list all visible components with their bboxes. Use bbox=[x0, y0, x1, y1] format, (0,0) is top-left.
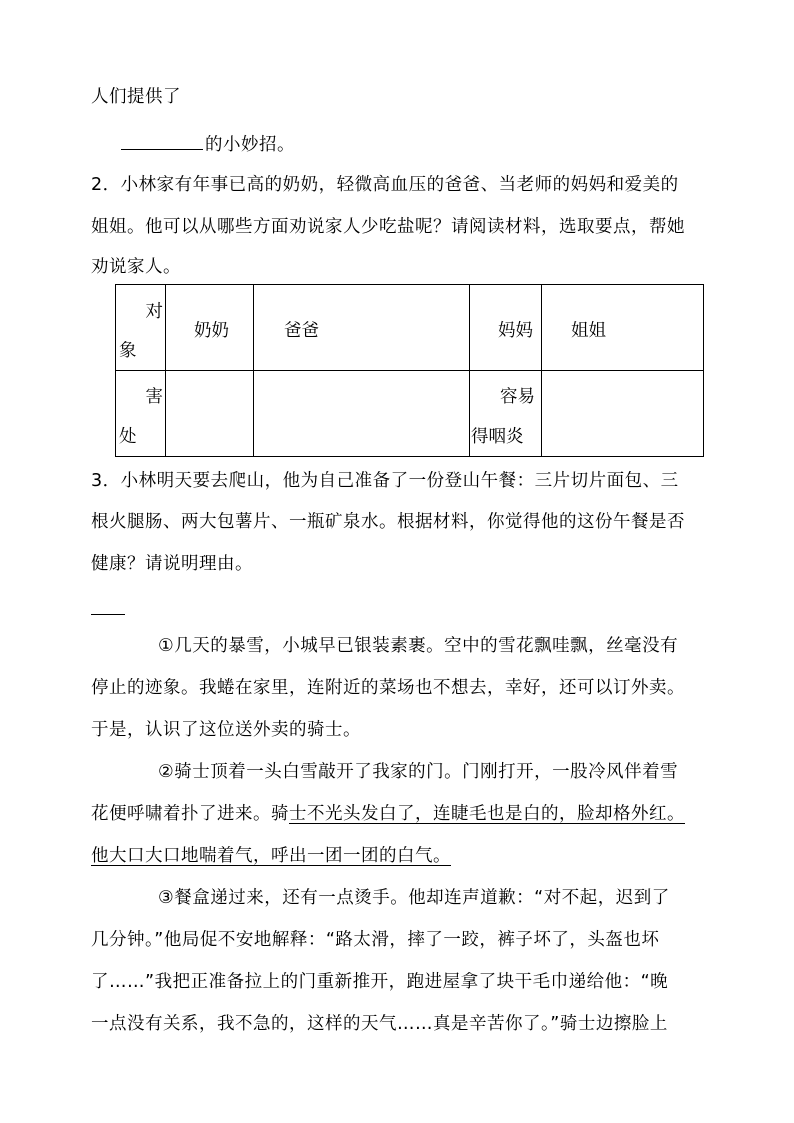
question-2-line-1: 2．小林家有年事已高的奶奶，轻微高血压的爸爸、当老师的妈妈和爱美的 bbox=[91, 175, 679, 195]
header-grandma-cell bbox=[166, 285, 254, 371]
header-sister: 姐姐 bbox=[571, 321, 606, 341]
fill-in-blank[interactable] bbox=[121, 131, 203, 150]
header-mom: 妈妈 bbox=[498, 321, 533, 341]
header-label-top: 对 bbox=[145, 302, 163, 322]
passage-p1-line-3: 于是，认识了这位送外卖的骑士。 bbox=[91, 720, 361, 740]
passage-p2-plain: 花便呼啸着扑了进来。骑 bbox=[91, 804, 289, 824]
header-label-bottom: 象 bbox=[119, 341, 137, 361]
passage-p3-line-2: 几分钟。”他局促不安地解释：“路太滑，摔了一跤，裤子坏了，头盔也坏 bbox=[91, 930, 660, 950]
header-dad: 爸爸 bbox=[284, 321, 319, 341]
answer-suffix: 的小妙招。 bbox=[205, 135, 295, 155]
header-dad-cell bbox=[254, 285, 470, 371]
header-mom-cell bbox=[470, 285, 542, 371]
harm-sister-cell[interactable] bbox=[542, 371, 704, 457]
section-divider bbox=[91, 614, 125, 615]
family-harm-table bbox=[115, 284, 704, 457]
question-3-line-2: 根火腿肠、两大包薯片、一瓶矿泉水。根据材料，你觉得他的这份午餐是否 bbox=[91, 512, 685, 532]
header-grandma: 奶奶 bbox=[194, 321, 229, 341]
harm-label-cell bbox=[116, 371, 166, 457]
passage-p2-line-2 bbox=[91, 803, 685, 825]
passage-p2-line-1: ②骑士顶着一头白雪敲开了我家的门。门刚打开，一股冷风伴着雪 bbox=[158, 762, 679, 782]
passage-p3-line-4: 一点没有关系，我不急的，这样的天气……真是辛苦你了。”骑士边擦脸上 bbox=[91, 1014, 668, 1034]
question-3-line-3: 健康？请说明理由。 bbox=[91, 554, 253, 574]
harm-label-top: 害 bbox=[145, 387, 163, 407]
harm-mom-cell[interactable] bbox=[470, 371, 542, 457]
harm-label-bottom: 处 bbox=[119, 427, 137, 447]
passage-p2-underlined-1: 士不光头发白了，连睫毛也是白的，脸却格外红。 bbox=[289, 804, 685, 824]
harm-dad-cell[interactable] bbox=[254, 371, 470, 457]
question-2-line-2: 姐姐。他可以从哪些方面劝说家人少吃盐呢？请阅读材料，选取要点，帮她 bbox=[91, 217, 685, 237]
harm-mom-bottom: 得咽炎 bbox=[471, 427, 524, 447]
harm-mom-top: 容易 bbox=[500, 387, 535, 407]
passage-p2-underlined-2: 他大口大口地喘着气，呼出一团一团的白气。 bbox=[91, 846, 451, 866]
passage-p1-line-1: ①几天的暴雪，小城早已银装素裹。空中的雪花飘哇飘，丝毫没有 bbox=[158, 636, 679, 656]
answer-blank-line bbox=[121, 131, 295, 156]
passage-p3-line-1: ③餐盒递过来，还有一点烫手。他却连声道歉：“对不起，迟到了 bbox=[158, 888, 670, 908]
question-3-line-1: 3．小林明天要去爬山，他为自己准备了一份登山午餐：三片切片面包、三 bbox=[91, 471, 679, 491]
question-2-line-3: 劝说家人。 bbox=[91, 257, 181, 277]
answer-text-line: 人们提供了 bbox=[91, 87, 181, 107]
passage-p3-line-3: 了……”我把正准备拉上的门重新推开，跑进屋拿了块干毛巾递给他：“晚 bbox=[91, 972, 669, 992]
harm-grandma-cell[interactable] bbox=[166, 371, 254, 457]
passage-p1-line-2: 停止的迹象。我蜷在家里，连附近的菜场也不想去，幸好，还可以订外卖。 bbox=[91, 678, 685, 698]
header-sister-cell bbox=[542, 285, 704, 371]
header-label-cell bbox=[116, 285, 166, 371]
